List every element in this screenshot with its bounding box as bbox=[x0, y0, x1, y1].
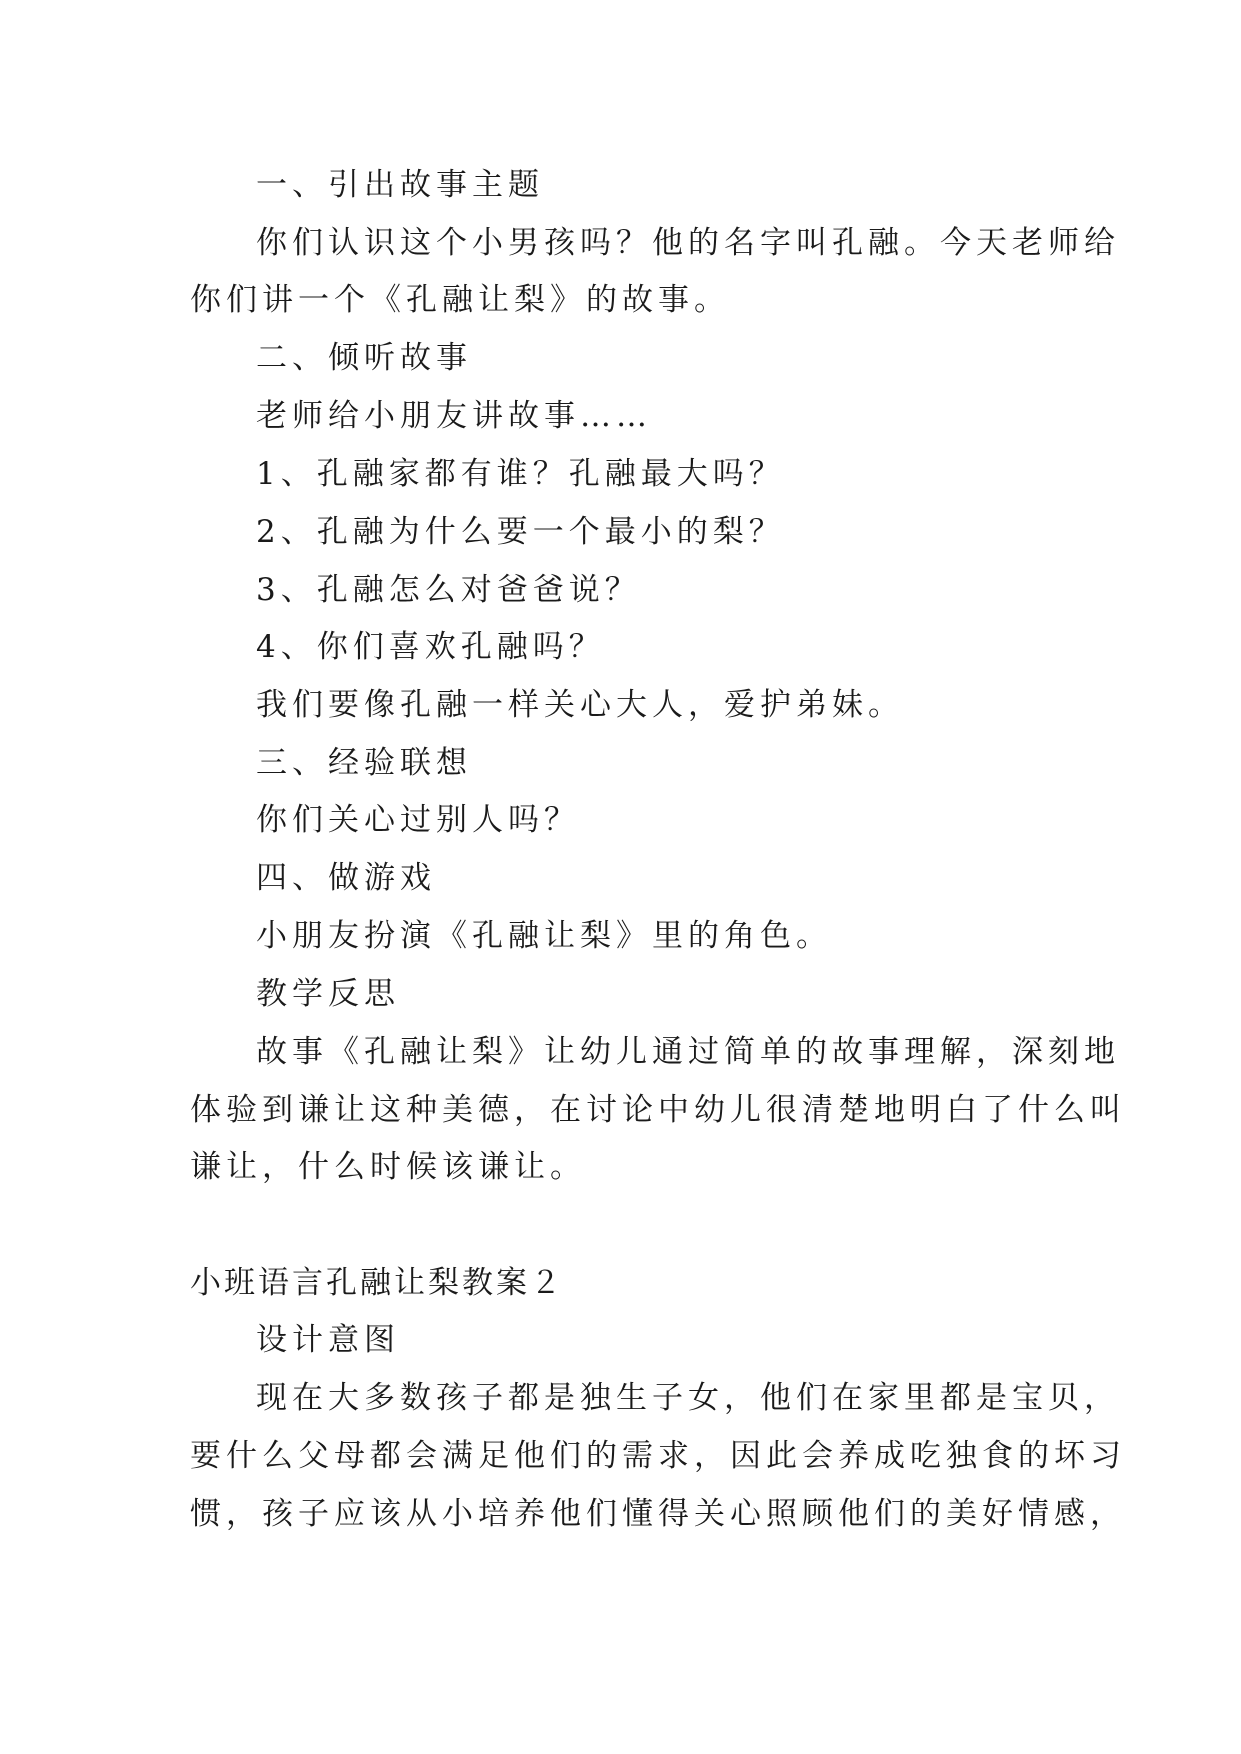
section-heading-reflection: 教学反思 bbox=[256, 976, 400, 1012]
paragraph-line: 故事《孔融让梨》让幼儿通过简单的故事理解，深刻地 bbox=[256, 1034, 1120, 1070]
question-item: 3、孔融怎么对爸爸说？ bbox=[256, 572, 641, 608]
paragraph-line: 你们认识这个小男孩吗？他的名字叫孔融。今天老师给 bbox=[256, 225, 1120, 261]
section-heading-listen: 二、倾听故事 bbox=[256, 340, 472, 376]
paragraph-line: 你们关心过别人吗？ bbox=[256, 802, 580, 838]
question-item: 4、你们喜欢孔融吗？ bbox=[256, 629, 605, 665]
paragraph-line: 老师给小朋友讲故事…… bbox=[256, 398, 652, 434]
paragraph-line: 体验到谦让这种美德，在讨论中幼儿很清楚地明白了什么叫 bbox=[190, 1092, 1126, 1128]
paragraph-line: 惯，孩子应该从小培养他们懂得关心照顾他们的美好情感， bbox=[190, 1496, 1126, 1532]
lesson-plan-title: 小班语言孔融让梨教案２ bbox=[190, 1265, 564, 1301]
section-heading-design: 设计意图 bbox=[256, 1322, 400, 1358]
paragraph-line: 现在大多数孩子都是独生子女，他们在家里都是宝贝， bbox=[256, 1380, 1120, 1416]
paragraph-line: 小朋友扮演《孔融让梨》里的角色。 bbox=[256, 918, 832, 954]
section-heading-intro: 一、引出故事主题 bbox=[256, 167, 544, 203]
question-item: 2、孔融为什么要一个最小的梨？ bbox=[256, 514, 785, 550]
paragraph-line: 你们讲一个《孔融让梨》的故事。 bbox=[190, 282, 730, 318]
section-heading-association: 三、经验联想 bbox=[256, 745, 472, 781]
paragraph-line: 我们要像孔融一样关心大人，爱护弟妹。 bbox=[256, 687, 904, 723]
section-heading-game: 四、做游戏 bbox=[256, 860, 436, 896]
paragraph-line: 要什么父母都会满足他们的需求，因此会养成吃独食的坏习 bbox=[190, 1438, 1126, 1474]
question-item: 1、孔融家都有谁？孔融最大吗？ bbox=[256, 456, 785, 492]
paragraph-line: 谦让，什么时候该谦让。 bbox=[190, 1149, 586, 1185]
